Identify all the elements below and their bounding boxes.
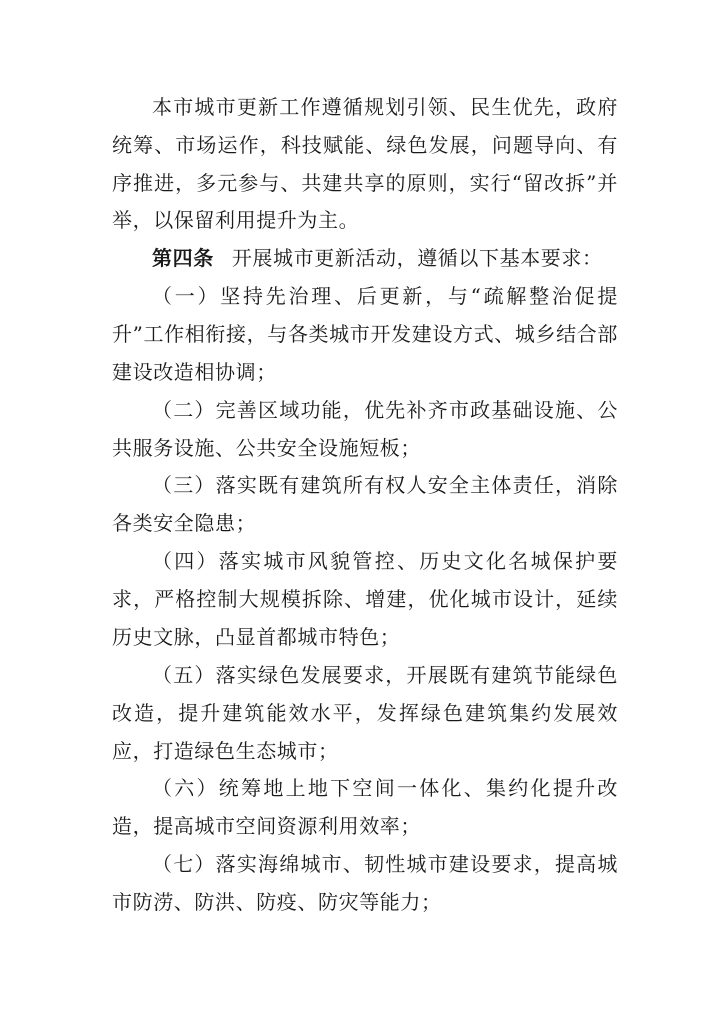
requirement-item-5: （五）落实绿色发展要求，开展既有建筑节能绿色改造，提升建筑能效水平，发挥绿色建筑集约发展效应，打造绿色生态城市； [112, 663, 618, 763]
article-heading [112, 240, 618, 278]
requirement-item-4: （四）落实城市风貌管控、历史文化名城保护要求，严格控制大规模拆除、增建，优化城市设计，延续历史文脉，凸显首都城市特色； [112, 549, 618, 649]
requirement-item-1: （一）坚持先治理、后更新，与“疏解整治促提升”工作相衔接，与各类城市开发建设方式、城乡结合部建设改造相协调； [112, 284, 618, 384]
requirement-item-3: （三）落实既有建筑所有权人安全主体责任，消除各类安全隐患； [112, 473, 618, 535]
principles-paragraph: 本市城市更新工作遵循规划引领、民生优先，政府统筹、市场运作，科技赋能、绿色发展，问题导向、有序推进，多元参与、共建共享的原则，实行“留改拆”并举，以保留利用提升为主。 [112, 95, 618, 233]
requirement-item-7: （七）落实海绵城市、韧性城市建设要求，提高城市防涝、防洪、防疫、防灾等能力； [112, 852, 618, 914]
article-intro-text: 开展城市更新活动，遵循以下基本要求： [231, 246, 603, 270]
article-number: 第四条 [152, 246, 214, 270]
requirement-item-6: （六）统筹地上地下空间一体化、集约化提升改造，提高城市空间资源利用效率； [112, 776, 618, 838]
requirement-item-2: （二）完善区域功能，优先补齐市政基础设施、公共服务设施、公共安全设施短板； [112, 398, 618, 460]
